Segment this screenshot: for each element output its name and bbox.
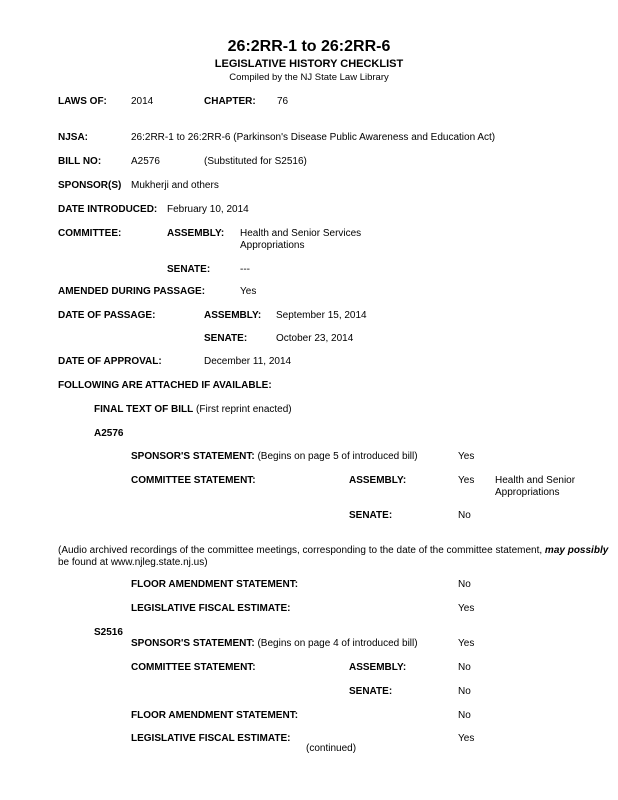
approval-label: DATE OF APPROVAL: — [58, 356, 162, 367]
a2576-assembly-committee-line1: Health and Senior — [495, 475, 576, 486]
a2576-floor-label: FLOOR AMENDMENT STATEMENT: — [131, 579, 299, 590]
committee-assembly-line2: Appropriations — [240, 240, 305, 251]
final-text-note: (First reprint enacted) — [196, 404, 292, 415]
laws-of-label: LAWS OF: — [58, 96, 107, 107]
s2516-sponsor-line — [131, 638, 418, 650]
amended-value: Yes — [240, 286, 257, 297]
a2576-sponsor-label: SPONSOR'S STATEMENT: — [131, 451, 255, 462]
sponsors-value: Mukherji and others — [131, 180, 219, 191]
s2516-sponsor-note: (Begins on page 4 of introduced bill) — [257, 638, 418, 649]
committee-assembly-line1: Health and Senior Services — [240, 228, 362, 239]
date-introduced-label: DATE INTRODUCED: — [58, 204, 158, 215]
s2516-senate-value: No — [458, 686, 471, 697]
approval-value: December 11, 2014 — [204, 356, 292, 367]
laws-of-value: 2014 — [131, 96, 154, 107]
njsa-value: 26:2RR-1 to 26:2RR-6 (Parkinson's Disease Public Awareness and Education Act) — [131, 132, 496, 143]
s2516-label: S2516 — [94, 627, 123, 638]
s2516-sponsor-value: Yes — [458, 638, 475, 649]
a2576-fiscal-label: LEGISLATIVE FISCAL ESTIMATE: — [131, 603, 291, 614]
a2576-fiscal-value: Yes — [458, 603, 475, 614]
a2576-label: A2576 — [94, 428, 124, 439]
page-subtitle: LEGISLATIVE HISTORY CHECKLIST — [214, 58, 404, 70]
passage-label: DATE OF PASSAGE: — [58, 310, 156, 321]
s2516-floor-value: No — [458, 710, 471, 721]
bill-no-value: A2576 — [131, 156, 160, 167]
bill-no-note: (Substituted for S2516) — [204, 156, 307, 167]
s2516-fiscal-label: LEGISLATIVE FISCAL ESTIMATE: — [131, 733, 291, 744]
a2576-committee-label: COMMITTEE STATEMENT: — [131, 475, 256, 486]
committee-label: COMMITTEE: — [58, 228, 122, 239]
passage-senate-label: SENATE: — [204, 333, 248, 344]
s2516-assembly-value: No — [458, 662, 471, 673]
a2576-sponsor-note: (Begins on page 5 of introduced bill) — [257, 451, 418, 462]
page-title: 26:2RR-1 to 26:2RR-6 — [227, 38, 391, 55]
s2516-sponsor-label: SPONSOR'S STATEMENT: — [131, 638, 255, 649]
date-introduced-value: February 10, 2014 — [167, 204, 249, 215]
bill-no-label: BILL NO: — [58, 156, 102, 167]
a2576-sponsor-line — [131, 451, 418, 463]
s2516-fiscal-value: Yes — [458, 733, 475, 744]
s2516-senate-label: SENATE: — [349, 686, 393, 697]
passage-assembly-value: September 15, 2014 — [276, 310, 367, 321]
a2576-assembly-label: ASSEMBLY: — [349, 475, 407, 486]
a2576-assembly-value: Yes — [458, 475, 475, 486]
njsa-label: NJSA: — [58, 132, 89, 143]
s2516-assembly-label: ASSEMBLY: — [349, 662, 407, 673]
audio-note-line2: be found at www.njleg.state.nj.us) — [58, 557, 208, 568]
committee-senate-value: --- — [240, 264, 250, 275]
chapter-label: CHAPTER: — [204, 96, 256, 107]
s2516-floor-label: FLOOR AMENDMENT STATEMENT: — [131, 710, 299, 721]
passage-senate-value: October 23, 2014 — [276, 333, 354, 344]
audio-note-text: (Audio archived recordings of the committee meetings, corresponding to the date of the committee statement, — [58, 545, 545, 556]
s2516-committee-label: COMMITTEE STATEMENT: — [131, 662, 256, 673]
passage-assembly-label: ASSEMBLY: — [204, 310, 262, 321]
following-heading: FOLLOWING ARE ATTACHED IF AVAILABLE: — [58, 380, 272, 391]
a2576-assembly-committee-line2: Appropriations — [495, 487, 560, 498]
compiled-by: Compiled by the NJ State Law Library — [229, 72, 389, 83]
audio-note-line1 — [58, 545, 608, 557]
a2576-floor-value: No — [458, 579, 471, 590]
a2576-senate-label: SENATE: — [349, 510, 393, 521]
audio-note-emphasis: may possibly — [544, 545, 609, 556]
continued-note: (continued) — [306, 743, 357, 754]
committee-senate-label: SENATE: — [167, 264, 211, 275]
a2576-sponsor-value: Yes — [458, 451, 475, 462]
committee-assembly-label: ASSEMBLY: — [167, 228, 225, 239]
final-text-line — [94, 404, 292, 416]
sponsors-label: SPONSOR(S) — [58, 180, 122, 191]
a2576-senate-value: No — [458, 510, 471, 521]
final-text-label: FINAL TEXT OF BILL — [94, 404, 194, 415]
amended-label: AMENDED DURING PASSAGE: — [58, 286, 206, 297]
chapter-value: 76 — [277, 96, 289, 107]
